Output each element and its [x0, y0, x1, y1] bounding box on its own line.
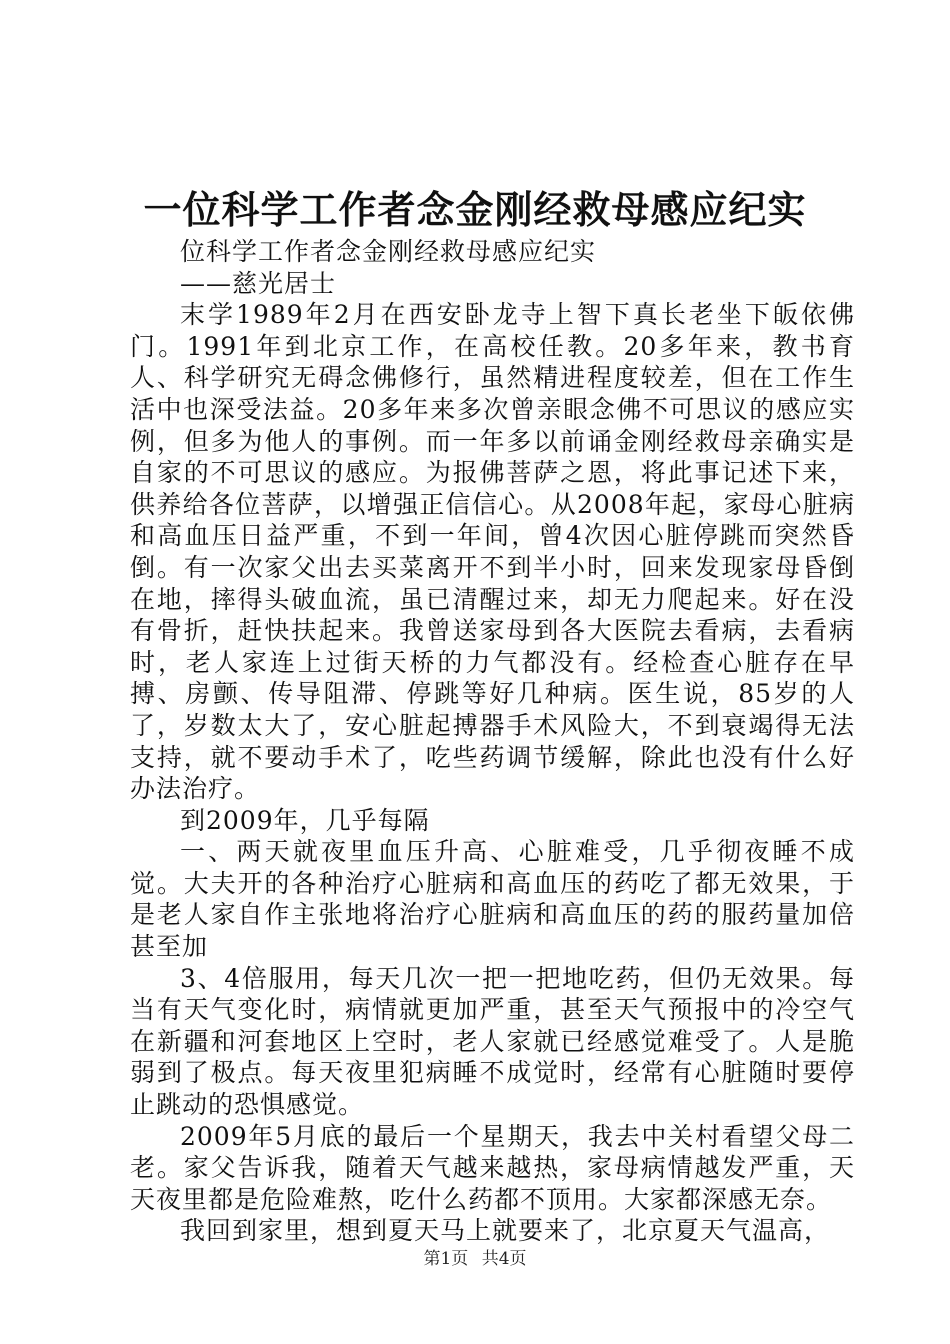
body-paragraph: 末学1989年2月在西安卧龙寺上智下真长老坐下皈依佛门。1991年到北京工作，在高校任教。20多年来，教书育人、科学研究无碍念佛修行，虽然精进程度较差，但在工作生活中也深受法益。20多年来多次曾亲眼念佛不可思议的感应实例，但多为他人的事例。而一年多以前诵金刚经救母亲确实是自家的不可思议的感应。为报佛菩萨之恩，将此事记述下来，供养给各位菩萨，以增强正信信心。从2008年起，家母心脏病和高血压日益严重，不到一年间，曾4次因心脏停跳而突然昏倒。有一次家父出去买菜离开不到半小时，回来发现家母昏倒在地，摔得头破血流，虽已清醒过来，却无力爬起来。好在没有骨折，赶快扶起来。我曾送家母到各大医院去看病，去看病时，老人家连上过街天桥的力气都没有。经检查心脏存在早搏、房颤、传导阻滞、停跳等好几种病。医生说，85岁的人了，岁数太大了，安心脏起搏器手术风险大，不到衰竭得无法支持，就不要动手术了，吃些药调节缓解，除此也没有什么好办法治疗。: [130, 300, 855, 804]
document-title: 一位科学工作者念金刚经救母感应纪实: [143, 187, 807, 232]
document-body: [130, 236, 855, 1247]
page-number: 第1页: [423, 1249, 469, 1269]
page-footer: [0, 1248, 950, 1270]
body-paragraph: 2009年5月底的最后一个星期天，我去中关村看望父母二老。家父告诉我，随着天气越来越热，家母病情越发严重，天天夜里都是危险难熬，吃什么药都不顶用。大家都深感无奈。: [130, 1121, 855, 1214]
body-paragraph: 我回到家里，想到夏天马上就要来了，北京夏天气温高，: [180, 1216, 831, 1246]
body-paragraph: 一、两天就夜里血压升高、心脏难受，几乎彻夜睡不成觉。大夫开的各种治疗心脏病和高血压的药吃了都无效果，于是老人家自作主张地将治疗心脏病和高血压的药的服药量加倍甚至加: [130, 837, 855, 962]
page-total: 共4页: [481, 1249, 527, 1269]
body-paragraph: 3、4倍服用，每天几次一把一把地吃药，但仍无效果。每当有天气变化时，病情就更加严重，甚至天气预报中的冷空气在新疆和河套地区上空时，老人家就已经感觉难受了。人是脆弱到了极点。每天夜里犯病睡不成觉时，经常有心脏随时要停止跳动的恐惧感觉。: [130, 963, 855, 1120]
subtitle-line: 位科学工作者念金刚经救母感应纪实: [180, 237, 597, 266]
body-paragraph: 到2009年，几乎每隔: [180, 805, 430, 835]
author-line: ——慈光居士: [180, 268, 337, 298]
